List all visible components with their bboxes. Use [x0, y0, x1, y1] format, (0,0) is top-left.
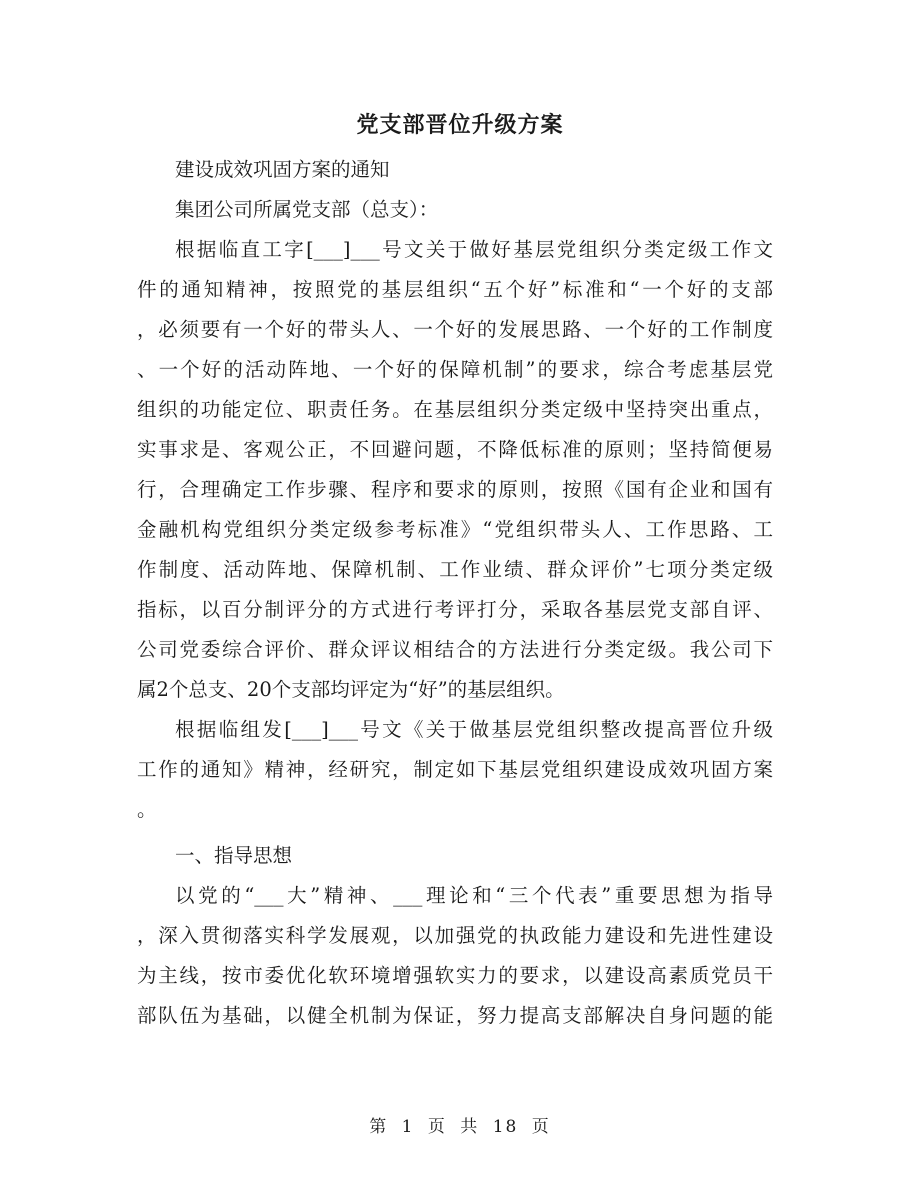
paragraph-line: ，深入贯彻落实科学发展观，以加强党的执政能力建设和先进性建设 [137, 924, 773, 947]
paragraph-line: 行，合理确定工作步骤、程序和要求的原则，按照《国有企业和国有 [137, 478, 773, 501]
paragraph-line: 部队伍为基础，以健全机制为保证，努力提高支部解决自身问题的能 [137, 1004, 773, 1027]
paragraph-line: 为主线，按市委优化软环境增强软实力的要求，以建设高素质党员干 [137, 964, 773, 987]
paragraph-line: 根据临直工字[___]___号文关于做好基层党组织分类定级工作文 [175, 238, 773, 261]
paragraph-line: ，必须要有一个好的带头人、一个好的发展思路、一个好的工作制度 [137, 318, 773, 341]
footer-page-word: 页 [427, 1117, 447, 1137]
paragraph-line: 工作的通知》精神，经研究，制定如下基层党组织建设成效巩固方案 [137, 758, 773, 781]
page-number: 1 [401, 1117, 415, 1137]
footer-suffix: 页 [531, 1117, 551, 1137]
paragraph-3 [137, 876, 773, 1036]
paragraph-line: 公司党委综合评价、群众评议相结合的方法进行分类定级。我公司下 [137, 638, 773, 661]
document-title: 党支部晋位升级方案 [356, 112, 564, 138]
paragraph-1 [137, 230, 773, 710]
footer-total-prefix: 共 [460, 1117, 480, 1137]
paragraph-line: 以党的“___大”精神、___理论和“三个代表”重要思想为指导 [175, 884, 773, 907]
paragraph-line: 根据临组发[___]___号文《关于做基层党组织整改提高晋位升级 [175, 718, 773, 741]
document-body [137, 150, 773, 1036]
paragraph-line: 实事求是、客观公正，不回避问题，不降低标准的原则；坚持简便易 [137, 438, 773, 461]
page-footer [0, 1112, 920, 1137]
salutation-line: 集团公司所属党支部（总支）： [175, 198, 439, 221]
paragraph-line: 金融机构党组织分类定级参考标准》“党组织带头人、工作思路、工 [137, 518, 773, 541]
total-pages: 18 [492, 1117, 519, 1137]
paragraph-line: 组织的功能定位、职责任务。在基层组织分类定级中坚持突出重点， [137, 398, 773, 421]
paragraph-line: 。 [137, 798, 157, 821]
paragraph-line: 件的通知精神，按照党的基层组织“五个好”标准和“一个好的支部 [137, 278, 773, 301]
paragraph-line: 、一个好的活动阵地、一个好的保障机制”的要求，综合考虑基层党 [137, 358, 773, 381]
paragraph-line: 属2个总支、20个支部均评定为“好”的基层组织。 [137, 678, 565, 701]
paragraph-2 [137, 710, 773, 830]
footer-prefix: 第 [369, 1117, 389, 1137]
subtitle-line: 建设成效巩固方案的通知 [175, 158, 390, 181]
paragraph-line: 作制度、活动阵地、保障机制、工作业绩、群众评价”七项分类定级 [137, 558, 773, 581]
paragraph-line: 指标，以百分制评分的方式进行考评打分，采取各基层党支部自评、 [137, 598, 773, 621]
section-heading: 一、指导思想 [175, 844, 293, 867]
